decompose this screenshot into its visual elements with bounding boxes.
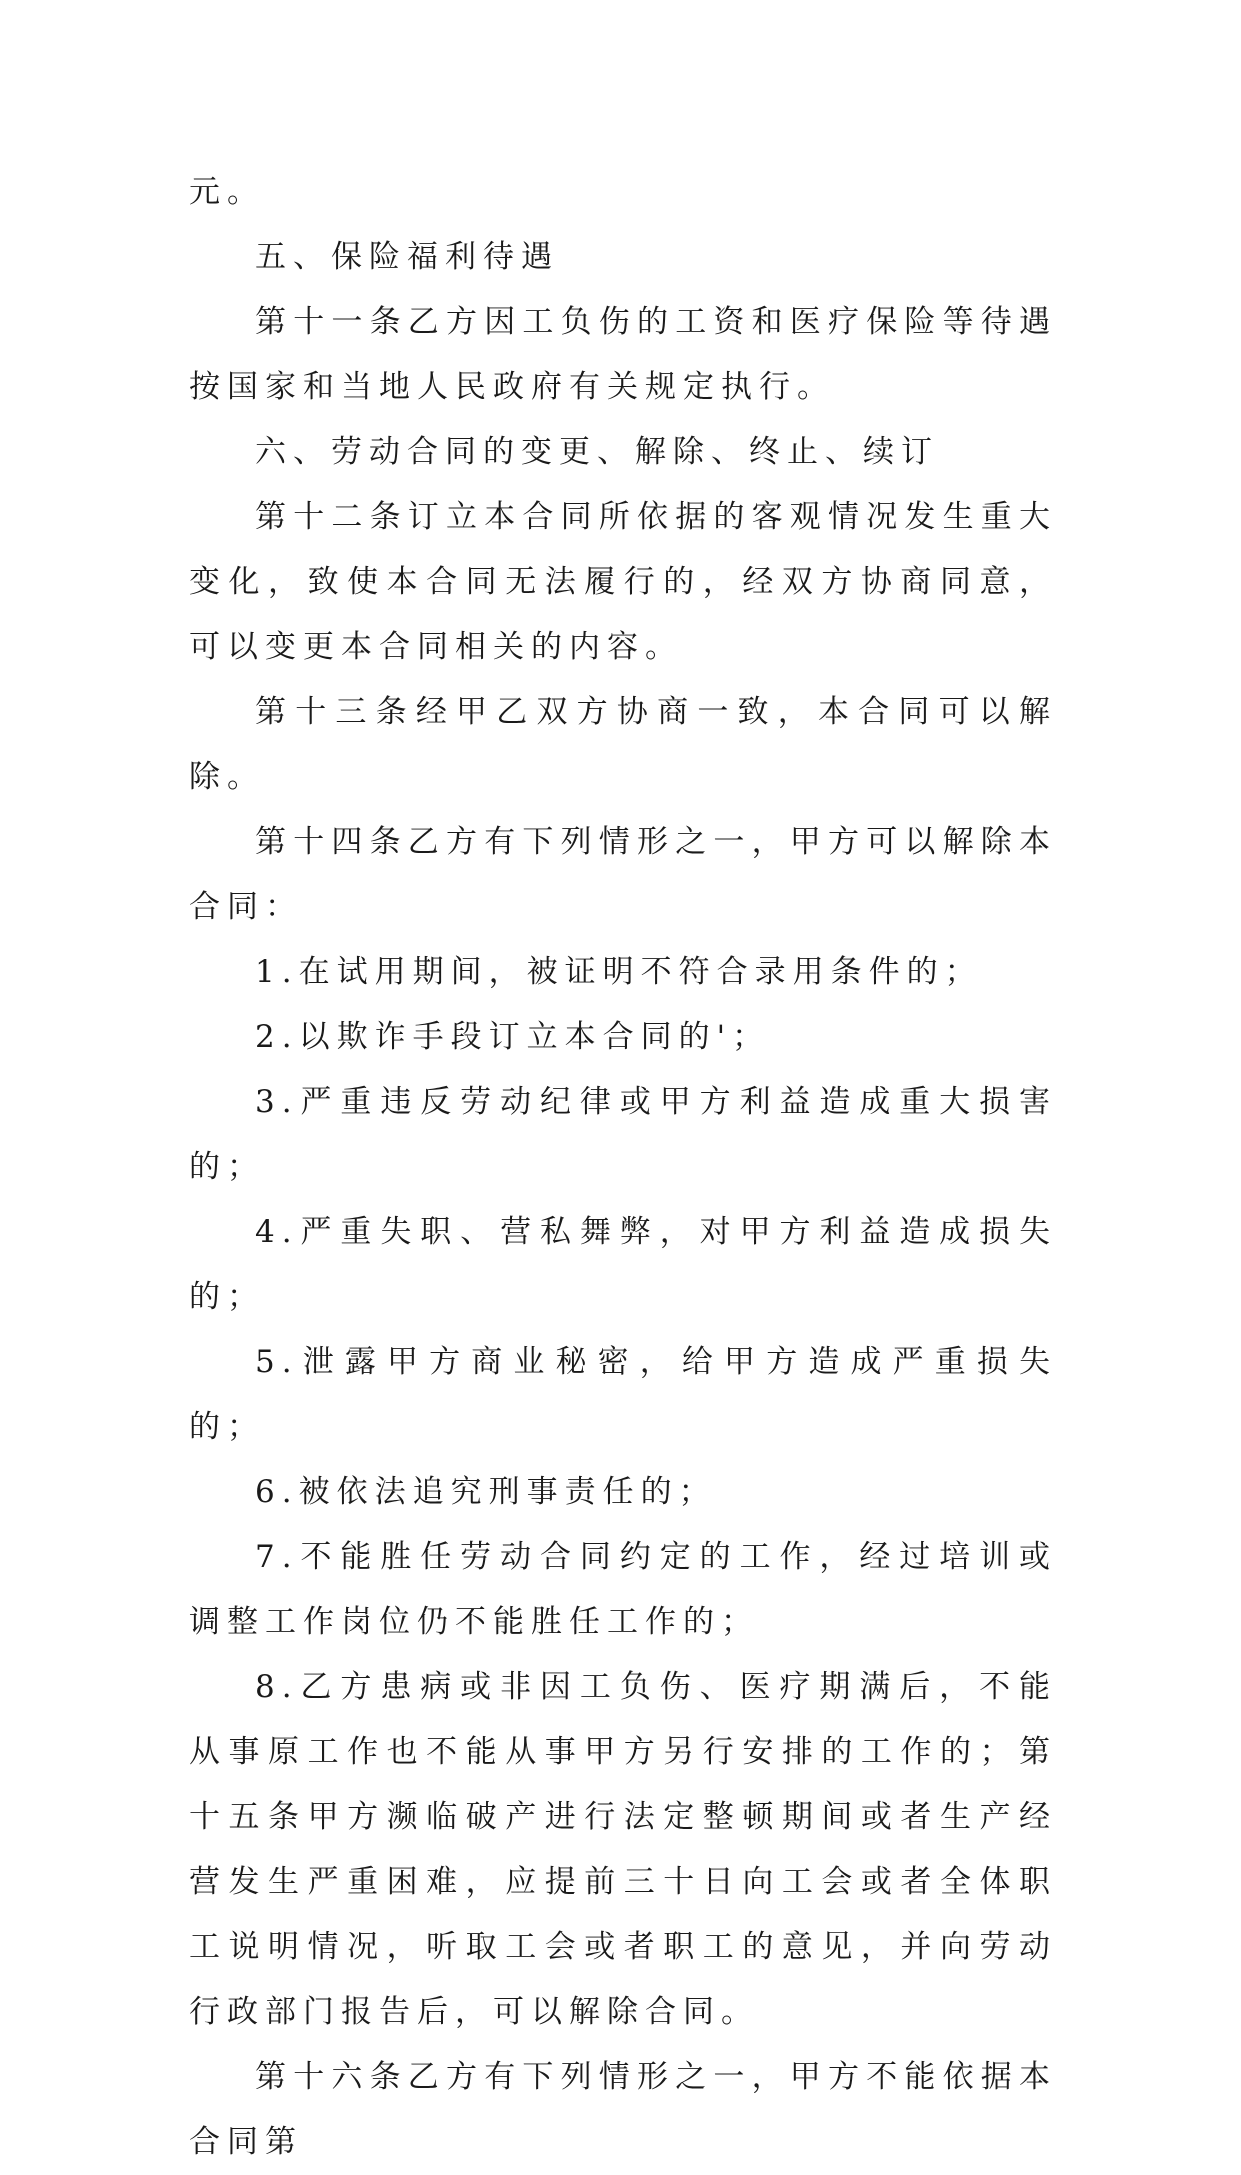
list-item-6: 6.被依法追究刑事责任的； [255, 1474, 717, 1510]
paragraph-continuation: 元。 [189, 174, 265, 210]
list-item-8: 8.乙方患病或非因工负伤、医疗期满后，不能从事原工作也不能从事甲方另行安排的工作的；第十五条甲方濒临破产进行法定整顿期间或者生产经营发生严重困难，应提前三十日向工会或者全体职工说明情况，听取工会或者职工的意见，并向劳动行政部门报告后，可以解除合同。 [189, 1669, 1057, 2030]
list-item-2: 2.以欺诈手段订立本合同的'； [255, 1019, 771, 1055]
list-item-7: 7.不能胜任劳动合同约定的工作，经过培训或调整工作岗位仍不能胜任工作的； [189, 1539, 1057, 1640]
article-12: 第十二条订立本合同所依据的客观情况发生重大变化，致使本合同无法履行的，经双方协商同意，可以变更本合同相关的内容。 [189, 499, 1057, 665]
list-item-3: 3.严重违反劳动纪律或甲方利益造成重大损害的； [189, 1084, 1057, 1185]
article-14: 第十四条乙方有下列情形之一，甲方可以解除本合同： [189, 824, 1057, 925]
list-item-1: 1.在试用期间，被证明不符合录用条件的； [255, 954, 983, 990]
section-heading-contract-changes: 六、劳动合同的变更、解除、终止、续订 [255, 434, 939, 470]
document-page [189, 160, 1057, 2175]
list-item-4: 4.严重失职、营私舞弊，对甲方利益造成损失的； [189, 1214, 1057, 1315]
article-13: 第十三条经甲乙双方协商一致，本合同可以解除。 [189, 694, 1057, 795]
article-11: 第十一条乙方因工负伤的工资和医疗保险等待遇按国家和当地人民政府有关规定执行。 [189, 304, 1057, 405]
article-16: 第十六条乙方有下列情形之一，甲方不能依据本合同第 [189, 2059, 1057, 2160]
section-heading-insurance: 五、保险福利待遇 [255, 239, 559, 275]
list-item-5: 5.泄露甲方商业秘密，给甲方造成严重损失的； [189, 1344, 1057, 1445]
